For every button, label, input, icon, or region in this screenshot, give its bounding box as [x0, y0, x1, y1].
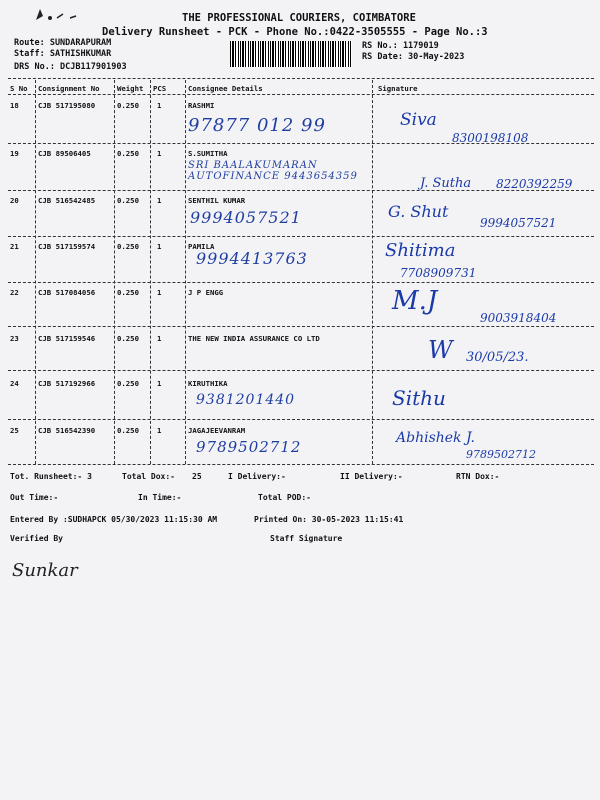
row-consignment: CJB 516542390: [38, 426, 96, 435]
runsheet-subtitle: Delivery Runsheet - PCK - Phone No.:0422-3505555 - Page No.:3: [102, 26, 488, 38]
col-consignee: Consignee Details: [188, 84, 263, 93]
total-dox-label: Total Dox:-: [122, 472, 175, 481]
signature-name: G. Shut: [388, 202, 449, 221]
divider: [8, 143, 594, 144]
col-divider: [114, 80, 115, 464]
signature-name: J. Sutha: [420, 176, 472, 191]
divider: [8, 326, 594, 327]
verifier-signature: Sunkar: [12, 560, 78, 581]
row-sno: 21: [10, 242, 19, 251]
signature-phone: 7708909731: [400, 266, 477, 280]
drs-number: DRS No.: DCJB117901903: [14, 62, 127, 72]
signature-phone: 8220392259: [496, 177, 573, 191]
verified-by: Verified By: [10, 534, 63, 543]
handwritten-note: SRI BAALAKUMARAN AUTOFINANCE 9443654359: [188, 160, 358, 182]
divider: [8, 282, 594, 283]
row-weight: 0.250: [117, 334, 139, 343]
row-consignment: CJB 517195080: [38, 101, 96, 110]
handwritten-phone: 9789502712: [196, 438, 302, 456]
row-sno: 20: [10, 196, 19, 205]
row-consignment: CJB 89506405: [38, 149, 91, 158]
staff-label: Staff: SATHISHKUMAR: [14, 49, 112, 59]
row-sno: 19: [10, 149, 19, 158]
row-weight: 0.250: [117, 149, 139, 158]
signature-name: Siva: [400, 110, 437, 130]
row-pcs: 1: [157, 196, 162, 205]
row-sno: 18: [10, 101, 19, 110]
signature-phone: 8300198108: [452, 131, 529, 145]
row-weight: 0.250: [117, 196, 139, 205]
entered-by: Entered By :SUDHAPCK 05/30/2023 11:15:30 AM: [10, 515, 218, 524]
row-consignment: CJB 516542485: [38, 196, 96, 205]
in-time: In Time:-: [138, 493, 182, 502]
total-dox-value: 25: [192, 472, 202, 481]
divider: [8, 94, 594, 95]
out-time: Out Time:-: [10, 493, 59, 502]
row-weight: 0.250: [117, 288, 139, 297]
signature-phone: 9994057521: [480, 216, 557, 230]
signature-name: Shitima: [385, 240, 456, 261]
row-consignment: CJB 517159574: [38, 242, 96, 251]
row-pcs: 1: [157, 288, 162, 297]
col-weight: Weight: [117, 84, 144, 93]
route-label: Route: SUNDARAPURAM: [14, 38, 112, 48]
signature-date: 30/05/23.: [466, 350, 529, 365]
row-consignee: PAMILA: [188, 242, 215, 251]
ii-delivery: II Delivery:-: [340, 472, 403, 481]
signature-name: Sithu: [392, 386, 446, 410]
company-name: THE PROFESSIONAL COURIERS, COIMBATORE: [182, 12, 416, 24]
i-delivery: I Delivery:-: [228, 472, 286, 481]
row-sno: 24: [10, 379, 19, 388]
divider: [8, 370, 594, 371]
divider: [8, 190, 594, 191]
row-weight: 0.250: [117, 242, 139, 251]
rtn-dox: RTN Dox:-: [456, 472, 500, 481]
handwritten-phone: 9994413763: [196, 249, 308, 268]
handwritten-phone: 9994057521: [190, 208, 302, 227]
row-pcs: 1: [157, 334, 162, 343]
col-divider: [185, 80, 186, 464]
row-sno: 23: [10, 334, 19, 343]
barcode: [230, 41, 352, 67]
total-runsheet: Tot. Runsheet:- 3: [10, 472, 92, 481]
row-pcs: 1: [157, 101, 162, 110]
signature-phone: 9789502712: [466, 448, 536, 461]
row-consignment: CJB 517192966: [38, 379, 96, 388]
row-pcs: 1: [157, 242, 162, 251]
staff-signature: Staff Signature: [270, 534, 343, 543]
row-sno: 22: [10, 288, 19, 297]
row-weight: 0.250: [117, 379, 139, 388]
rs-date: RS Date: 30-May-2023: [362, 52, 465, 62]
col-pcs: PCS: [153, 84, 167, 93]
col-divider: [372, 80, 373, 464]
signature-name: Abhishek J.: [396, 430, 475, 446]
col-signature: Signature: [378, 84, 418, 93]
divider: [8, 236, 594, 237]
row-consignment: CJB 517084056: [38, 288, 96, 297]
courier-logo-icon: [30, 6, 90, 24]
handwritten-phone: 9381201440: [196, 392, 296, 408]
row-pcs: 1: [157, 426, 162, 435]
row-consignee: JAGAJEEVANRAM: [188, 426, 246, 435]
row-consignee: THE NEW INDIA ASSURANCE CO LTD: [188, 334, 320, 343]
divider: [8, 78, 594, 79]
col-consignment: Consignment No: [38, 84, 100, 93]
col-divider: [150, 80, 151, 464]
printed-on: Printed On: 30-05-2023 11:15:41: [254, 515, 404, 524]
signature-name: M.J: [392, 286, 438, 316]
col-sno: S No: [10, 84, 28, 93]
col-divider: [35, 80, 36, 464]
signature-phone: 9003918404: [480, 311, 557, 325]
row-weight: 0.250: [117, 101, 139, 110]
row-sno: 25: [10, 426, 19, 435]
row-consignment: CJB 517159546: [38, 334, 96, 343]
row-consignee: J P ENGG: [188, 288, 224, 297]
row-weight: 0.250: [117, 426, 139, 435]
row-pcs: 1: [157, 149, 162, 158]
row-consignee: RASHMI: [188, 101, 215, 110]
row-pcs: 1: [157, 379, 162, 388]
rs-number: RS No.: 1179019: [362, 41, 439, 51]
row-consignee: S.SUMITHA: [188, 149, 228, 158]
divider: [8, 464, 594, 465]
total-pod: Total POD:-: [258, 493, 311, 502]
divider: [8, 419, 594, 420]
signature-name: W: [428, 336, 453, 364]
row-consignee: SENTHIL KUMAR: [188, 196, 246, 205]
handwritten-phone: 97877 012 99: [188, 115, 326, 136]
row-consignee: KIRUTHIKA: [188, 379, 228, 388]
